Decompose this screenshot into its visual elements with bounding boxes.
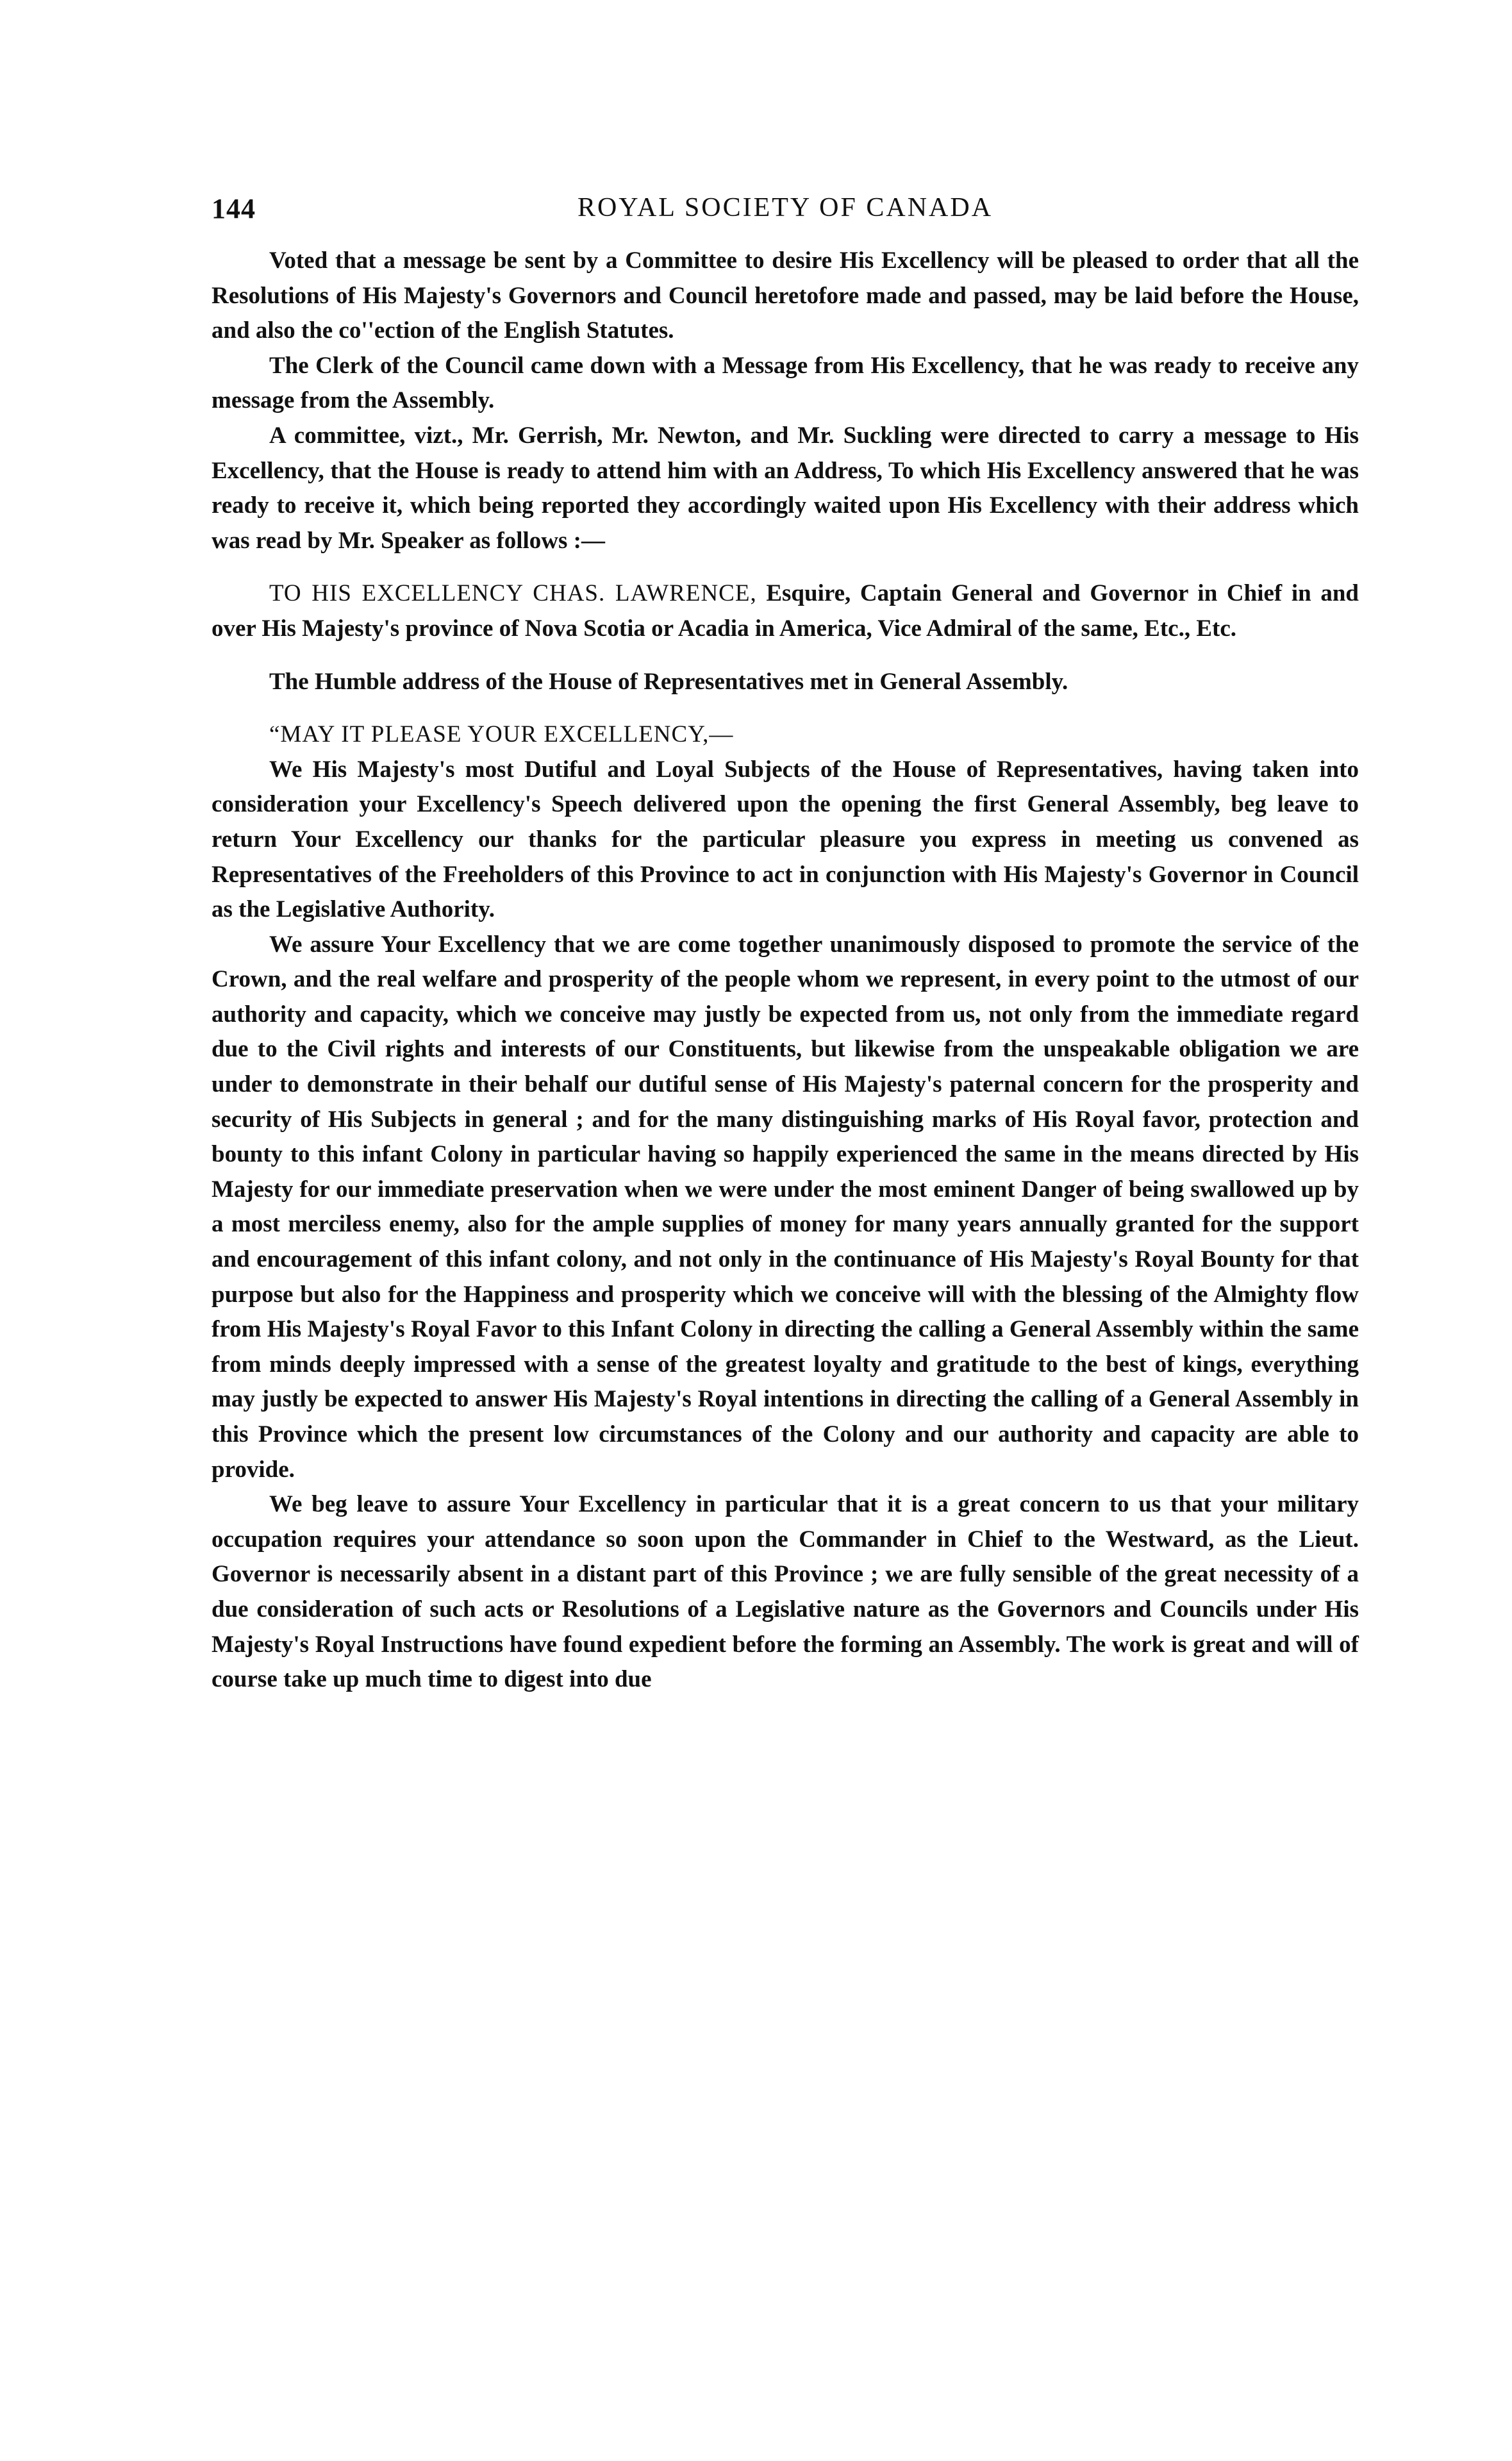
paragraph-vote-message: Voted that a message be sent by a Committee to desire His Excellency will be pleased to order that all the Resolutions of His Majesty's Governors and Council heretofore made and passed, may be laid before the House, and also the co''ection of the English Statutes. [212, 247, 1359, 344]
address-recipient-titles: Esquire, Captain General and Governor in Chief in and over His Majesty's province of Nova Scotia or Acadia in America, Vice Admiral of the same, Etc., Etc. [212, 580, 1359, 642]
paragraph-humble-address: The Humble address of the House of Representatives met in General Assembly. [269, 668, 1068, 695]
paragraph-committee: A committee, vizt., Mr. Gerrish, Mr. Newton, and Mr. Suckling were directed to carry a message to His Excellency, that the House is ready to attend him with an Address, To which His Excellency answered that he was ready to receive it, which being reported they accordingly waited upon His Excellency with their address which was read by Mr. Speaker as follows :— [212, 422, 1359, 554]
page-number: 144 [212, 193, 256, 224]
document-page [212, 192, 1359, 1698]
address-recipient: TO HIS EXCELLENCY CHAS. LAWRENCE, [269, 580, 757, 607]
paragraph-loyal-subjects: We His Majesty's most Dutiful and Loyal Subjects of the House of Representatives, having taken into consideration your Excellency's Speech delivered upon the opening the first General Assembly, beg leave to return Your Excellency our thanks for the particular pleasure you express in meeting us convened as Representatives of the Freeholders of this Province to act in conjunction with His Majesty's Governor in Council as the Legislative Authority. [212, 756, 1359, 923]
paragraph-military-occupation: We beg leave to assure Your Excellency in particular that it is a great concern to us that your military occupation requires your attendance so soon upon the Commander in Chief to the Westward, as the Lieut. Governor is necessarily absent in a distant part of this Province ; we are fully sensible of the great necessity of a due consideration of such acts or Resolutions of a Legislative nature as the Governors and Councils under His Majesty's Royal Instructions have found expedient before the forming an Assembly. The work is great and will of course take up much time to digest into due [212, 1491, 1359, 1693]
paragraph-address-heading [212, 576, 1359, 646]
paragraph-assurance: We assure Your Excellency that we are come together unanimously disposed to promote the service of the Crown, and the real welfare and prosperity of the people whom we represent, in every point to the utmost of our authority and capacity, which we conceive may justly be expected from us, not only from the immediate regard due to the Civil rights and interests of our Constituents, but likewise from the unspeakable obligation we are under to demonstrate in their behalf our dutiful sense of His Majesty's paternal concern for the prosperity and security of His Subjects in general ; and for the many distinguishing marks of His Royal favor, protection and bounty to this infant Colony in particular having so happily experienced the same in the means directed by His Majesty for our immediate preservation when we were under the most eminent Danger of being swallowed up by a most merciless enemy, also for the ample supplies of money for many years annually granted for the support and encouragement of this infant colony, and not only in the continuance of His Majesty's Royal Bounty for that purpose but also for the Happiness and prosperity which we conceive will with the blessing of the Almighty flow from His Majesty's Royal Favor to this Infant Colony in directing the calling a General Assembly within the same from minds deeply impressed with a sense of the greatest loyalty and gratitude to the best of kings, everything may justly be expected to answer His Majesty's Royal intentions in directing the calling of a General Assembly in this Province which the present low circumstances of the Colony and our authority and capacity are able to provide. [212, 931, 1359, 1483]
salutation: “MAY IT PLEASE YOUR EXCELLENCY,— [269, 721, 734, 748]
page-header [212, 192, 1359, 244]
running-title: ROYAL SOCIETY OF CANADA [577, 193, 993, 222]
paragraph-clerk-message: The Clerk of the Council came down with a Message from His Excellency, that he was ready to receive any message from the Assembly. [212, 352, 1359, 414]
body-text [212, 244, 1359, 1698]
